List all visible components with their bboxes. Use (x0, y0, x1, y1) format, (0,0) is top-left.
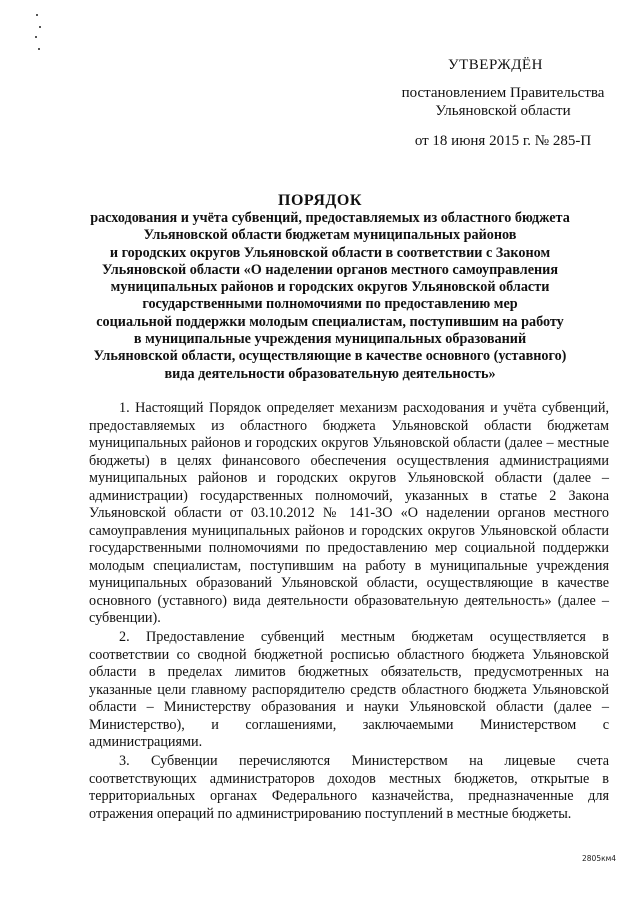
subtitle-line: вида деятельности образовательную деятельность» (164, 365, 496, 382)
approval-date-line: от 18 июня 2015 г. № 285-П (414, 133, 592, 149)
paragraph-1: 1. Настоящий Порядок определяет механизм расходования и учёта субвенций, предоставляемых из областного бюджета Ульяновской области бюджетам муниципальных районов и городских округов Ульяновской области (далее – местные бюджеты) в целях финансового обеспечения осуществления администрациями муниципальных районов и городских округов Ульяновской области (далее – администрации) государственных полномочий, указанных в статье 2 Закона Ульяновской области от 03.10.2012 № 141-ЗО «О наделении органов местного самоуправления муниципальных районов и городских округов Ульяновской области государственными полномочиями по предоставлению мер социальной поддержки молодым специалистам, поступившим на работу в муниципальные учреждения муниципальных образований Ульяновской области, осуществляющие в качестве основного (уставного) вида деятельности образовательную деятельность» (далее – субвенции). (89, 400, 609, 626)
approval-by-line-1: постановлением Правительства (401, 85, 605, 101)
subtitle-line: государственными полномочиями по предоставлению мер (142, 296, 518, 313)
document-title: ПОРЯДОК (278, 192, 362, 209)
scan-marks (34, 12, 44, 52)
paragraph-3: 3. Субвенции перечисляются Министерством на лицевые счета соответствующих администраторов доходов местных бюджетов, открытые в территориальных органах Федерального казначейства, предназначенные для отражения операций по администрированию поступлений в местные бюджеты. (89, 753, 609, 822)
subtitle-line: в муниципальные учреждения муниципальных образований (133, 331, 527, 348)
approval-by-line-2: Ульяновской области (435, 103, 571, 119)
document-body (89, 400, 609, 825)
subtitle-line: Ульяновской области «О наделении органов местного самоуправления (101, 261, 559, 278)
paragraph-2: 2. Предоставление субвенций местным бюджетам осуществляется в соответствии со сводной бюджетной росписью областного бюджета Ульяновской области в пределах лимитов бюджетных обязательств, предусмотренных на указанные цели главному распорядителю средств областного бюджета Ульяновской области – Министерству образования и науки Ульяновской области (далее – Министерство), и соглашениями, заключаемыми Министерством с администрациями. (89, 629, 609, 750)
footer-code: 2805км4 (582, 854, 617, 863)
subtitle-line: Ульяновской области бюджетам муниципальных районов (143, 227, 517, 244)
subtitle-line: Ульяновской области, осуществляющие в качестве основного (уставного) (93, 348, 567, 365)
approval-heading: УТВЕРЖДЁН (448, 57, 543, 73)
subtitle-line: муниципальных районов и городских округов Ульяновской области (110, 279, 550, 296)
document-subtitle (70, 210, 590, 383)
subtitle-line: расходования и учёта субвенций, предоставляемых из областного бюджета (90, 210, 570, 226)
subtitle-line: социальной поддержки молодым специалистам, поступившим на работу (96, 313, 564, 330)
subtitle-line: и городских округов Ульяновской области в соответствии с Законом (109, 244, 551, 261)
